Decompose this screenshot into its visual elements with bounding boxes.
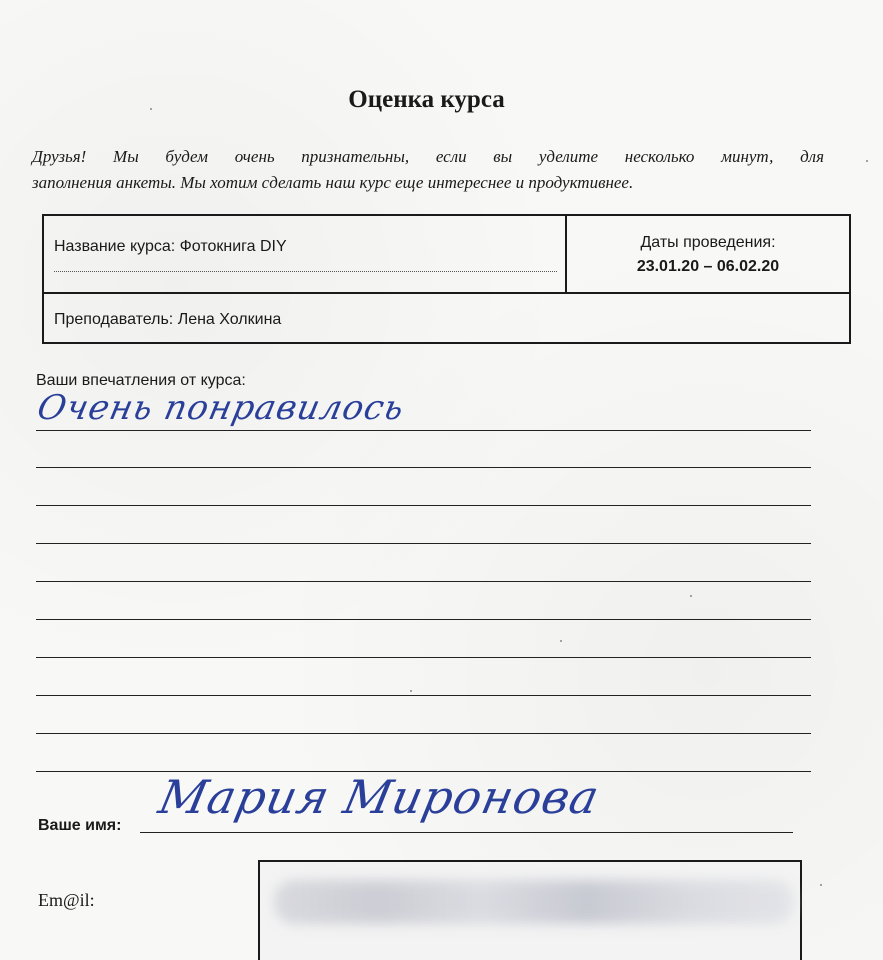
dates-value: 23.01.20 – 06.02.20 bbox=[636, 258, 780, 275]
impressions-label: Ваши впечатления от курса: bbox=[36, 372, 246, 389]
name-label: Ваше имя: bbox=[38, 817, 122, 834]
impressions-handwriting[interactable]: Очень понравилось bbox=[33, 388, 409, 428]
scan-speck bbox=[820, 884, 822, 886]
email-label: Em@il: bbox=[38, 890, 95, 910]
scan-speck bbox=[410, 690, 412, 692]
teacher-name: Преподаватель: Лена Холкина bbox=[54, 311, 282, 328]
ruled-line bbox=[36, 467, 811, 468]
ruled-line bbox=[36, 657, 811, 658]
ruled-line bbox=[36, 430, 811, 431]
intro-line-1: Друзья! Мы будем очень признательны, если вы уделите несколько минут, для bbox=[32, 147, 824, 166]
name-handwriting[interactable]: Мария Миронова bbox=[154, 770, 605, 824]
email-redacted-blur bbox=[274, 880, 794, 924]
intro-line-2: заполнения анкеты. Мы хотим сделать наш курс еще интереснее и продуктивнее. bbox=[32, 173, 634, 192]
name-line bbox=[140, 832, 793, 833]
email-field[interactable] bbox=[258, 860, 802, 960]
scan-speck bbox=[560, 640, 562, 642]
scan-speck bbox=[690, 595, 692, 597]
course-name: Название курса: Фотокнига DIY bbox=[54, 238, 287, 255]
ruled-line bbox=[36, 581, 811, 582]
ruled-line bbox=[36, 505, 811, 506]
scan-speck bbox=[866, 160, 868, 162]
ruled-line bbox=[36, 733, 811, 734]
ruled-line bbox=[36, 695, 811, 696]
form-title: Оценка курса bbox=[348, 86, 505, 113]
ruled-line bbox=[36, 619, 811, 620]
scan-speck bbox=[150, 108, 152, 110]
ruled-line bbox=[36, 543, 811, 544]
dates-label: Даты проведения: bbox=[640, 234, 776, 251]
